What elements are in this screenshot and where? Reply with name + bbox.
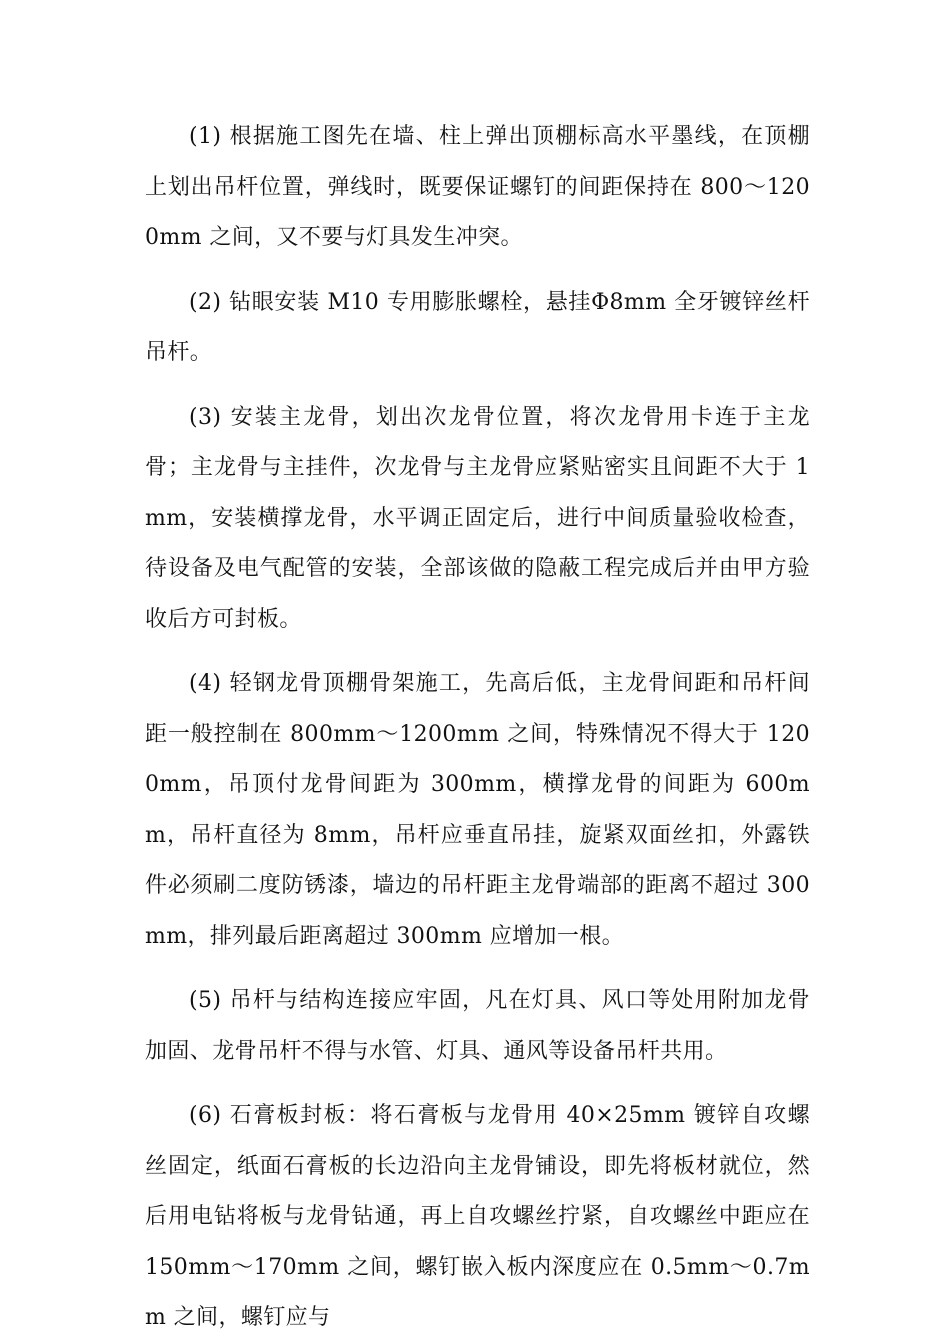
document-body [145,112,810,1344]
paragraph-1: (1) 根据施工图先在墙、柱上弹出顶棚标高水平墨线，在顶棚上划出吊杆位置，弹线时，既要保证螺钉的间距保持在 800～1200mm 之间，又不要与灯具发生冲突。 [145,124,810,250]
paragraph-5: (5) 吊杆与结构连接应牢固，凡在灯具、风口等处用附加龙骨加固、龙骨吊杆不得与水管、灯具、通风等设备吊杆共用。 [145,988,810,1064]
paragraph-4: (4) 轻钢龙骨顶棚骨架施工，先高后低，主龙骨间距和吊杆间距一般控制在 800mm～1200mm 之间，特殊情况不得大于 1200mm，吊顶付龙骨间距为 300mm，横撑龙骨的间距为 600mm，吊杆直径为 8mm，吊杆应垂直吊挂，旋紧双面丝扣，外露铁件必须刷二度防锈漆，墙边的吊杆距主龙骨端部的距离不超过 300mm，排列最后距离超过 300mm 应增加一根。 [145,671,810,949]
paragraph-6: (6) 石膏板封板：将石膏板与龙骨用 40×25mm 镀锌自攻螺丝固定，纸面石膏板的长边沿向主龙骨铺设，即先将板材就位，然后用电钻将板与龙骨钻通，再上自攻螺丝拧紧，自攻螺丝中距应在 150mm～170mm 之间，螺钉嵌入板内深度应在 0.5mm～0.7mm 之间，螺钉应与 [145,1103,810,1330]
paragraph-2: (2) 钻眼安装 M10 专用膨胀螺栓，悬挂Φ8mm 全牙镀锌丝杆吊杆。 [145,289,810,365]
paragraph-3: (3) 安装主龙骨，划出次龙骨位置，将次龙骨用卡连于主龙骨；主龙骨与主挂件，次龙骨与主龙骨应紧贴密实且间距不大于 1mm，安装横撑龙骨，水平调正固定后，进行中间质量验收检查，待设备及电气配管的安装，全部该做的隐蔽工程完成后并由甲方验收后方可封板。 [145,404,810,632]
